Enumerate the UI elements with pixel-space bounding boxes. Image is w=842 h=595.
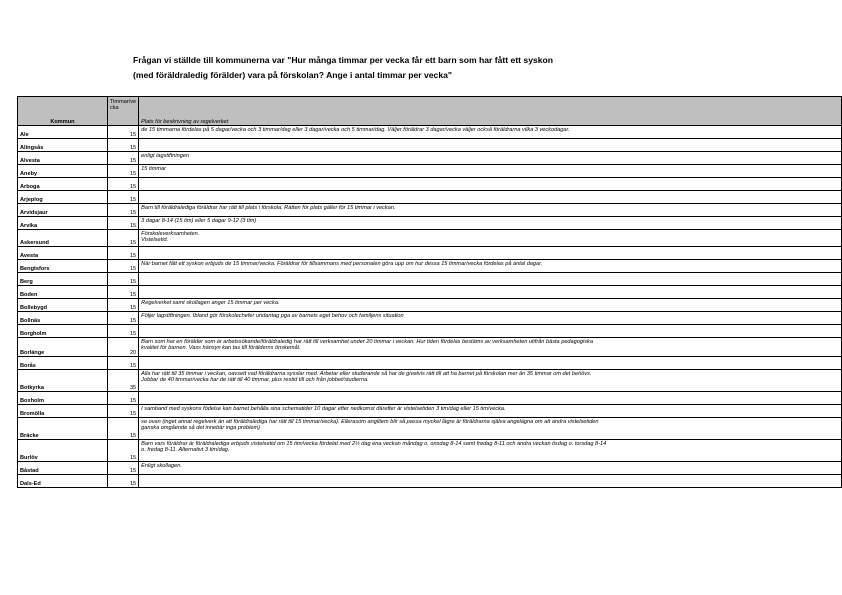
timmar-cell: 15 [107, 126, 138, 139]
survey-table-container [17, 96, 842, 488]
timmar-cell: 15 [107, 152, 138, 165]
table-row [18, 475, 842, 488]
timmar-cell: 15 [107, 299, 138, 312]
description-line: När barnet fått ett syskon erbjuds de 15 timmar/vecka. Föräldrar för tillsammans med personalen göra upp om hur dessa 15 timmar/vecka fördelas på antal dagar. [141, 261, 543, 267]
table-row [18, 338, 842, 357]
kommun-cell: Alvesta [18, 152, 108, 165]
description-cell [139, 338, 842, 357]
timmar-cell: 15 [107, 165, 138, 178]
table-row [18, 462, 842, 475]
table-row [18, 370, 842, 392]
timmar-cell: 15 [107, 325, 138, 338]
kommun-cell: Bengtsfors [18, 260, 108, 273]
kommun-cell: Bräcke [18, 418, 108, 440]
table-row [18, 325, 842, 338]
table-row [18, 357, 842, 370]
timmar-cell: 15 [107, 178, 138, 191]
table-row [18, 191, 842, 204]
timmar-cell: 15 [107, 312, 138, 325]
description-cell [139, 440, 842, 462]
description-line: kvalitet för barnen. Vass hänsyn kan tas till förälderns önskemål. [141, 345, 301, 352]
table-row [18, 230, 842, 247]
description-line: ganska omgående så det innebär inga problem) [141, 425, 260, 432]
description-line: Alla har rätt till 35 timmar i veckan, oavsett vad föräldrarna sysslar med. Arbetar eller studerande så har de givetvis rätt till att ha barnet på förskolan mer än 35 timmar om det behövs. [141, 371, 592, 377]
table-row [18, 440, 842, 462]
description-cell [139, 247, 842, 260]
description-cell [139, 217, 842, 230]
timmar-cell: 15 [107, 260, 138, 273]
header-timmar-line-2: cka [109, 105, 119, 112]
timmar-cell: 15 [107, 247, 138, 260]
table-row [18, 418, 842, 440]
table-row [18, 312, 842, 325]
table-row [18, 247, 842, 260]
table-row [18, 126, 842, 139]
description-cell [139, 178, 842, 191]
description-line: Vistelsetid. [141, 237, 169, 244]
timmar-cell: 15 [107, 418, 138, 440]
kommun-cell: Boxholm [18, 392, 108, 405]
table-row [18, 405, 842, 418]
timmar-cell: 15 [107, 286, 138, 299]
question-title-line-2: (med föräldraledig förälder) vara på förskolan? Ange i antal timmar per vecka" [133, 70, 452, 80]
kommun-cell: Askersund [18, 230, 108, 247]
kommun-cell: Berg [18, 273, 108, 286]
timmar-cell: 15 [107, 273, 138, 286]
timmar-cell: 15 [107, 405, 138, 418]
description-cell [139, 191, 842, 204]
kommun-cell: Dals-Ed [18, 475, 108, 488]
header-timmar-line-1: Timmar/ve [109, 99, 137, 105]
timmar-cell: 15 [107, 475, 138, 488]
table-row [18, 165, 842, 178]
description-line: I samband med syskons födelse kan barnet behålla sina schematider 10 dagar efter nedkomst därefter är vistelsetiden 3 tim/dag eller 15 tim/vecka. [141, 406, 506, 412]
description-cell [139, 325, 842, 338]
description-cell [139, 299, 842, 312]
kommun-cell: Burlöv [18, 440, 108, 462]
description-line: 15 timmar [141, 166, 167, 172]
timmar-cell: 15 [107, 217, 138, 230]
timmar-cell: 15 [107, 139, 138, 152]
header-plats: Plats för beskrivning av regelverket [139, 97, 842, 126]
timmar-cell: 15 [107, 462, 138, 475]
description-cell [139, 204, 842, 217]
description-cell [139, 370, 842, 392]
table-row [18, 204, 842, 217]
kommun-cell: Båstad [18, 462, 108, 475]
timmar-cell: 15 [107, 230, 138, 247]
kommun-cell: Borgholm [18, 325, 108, 338]
kommun-cell: Arjeplog [18, 191, 108, 204]
timmar-cell: 15 [107, 357, 138, 370]
table-row [18, 273, 842, 286]
timmar-cell: 35 [107, 370, 138, 392]
description-cell [139, 165, 842, 178]
table-row [18, 392, 842, 405]
table-row [18, 217, 842, 230]
kommun-cell: Avesta [18, 247, 108, 260]
timmar-cell: 15 [107, 204, 138, 217]
description-line: 3 dagar 8-14 (15 tim) eller 5 dagar 9-12 (3 tim) [141, 218, 257, 224]
description-cell [139, 273, 842, 286]
timmar-cell: 15 [107, 392, 138, 405]
description-line: enligt lagstiftningen [141, 153, 190, 159]
description-cell [139, 462, 842, 475]
question-title-line-1: Frågan vi ställde till kommunerna var "Hur många timmar per vecka får ett barn som har fått ett syskon [133, 55, 554, 65]
description-cell [139, 260, 842, 273]
kommun-cell: Boden [18, 286, 108, 299]
description-cell [139, 405, 842, 418]
header-kommun: Kommun [18, 97, 108, 126]
table-row [18, 152, 842, 165]
kommun-cell: Botkyrka [18, 370, 108, 392]
description-line: Förskoleverksamheten. [141, 231, 200, 237]
description-cell [139, 475, 842, 488]
description-line: Barn vars föräldrar är föräldralediga erbjuds vistelsetid om 15 tim/vecka fördelat med 2½ dag ena veckan måndag o. onsdag 8-14 samt fredag 8-11 och andra veckan tisdag o. torsdag 8-14 [141, 441, 607, 447]
description-line: Följer lagstiftningen. Ibland gör förskolechefer undantag pga av barnets eget behov och familjens situation [141, 313, 404, 319]
kommun-cell: Ale [18, 126, 108, 139]
table-header-row [18, 97, 842, 126]
description-cell [139, 152, 842, 165]
header-timmar [107, 97, 138, 126]
kommun-cell: Arboga [18, 178, 108, 191]
table-row [18, 139, 842, 152]
table-row [18, 299, 842, 312]
kommun-cell: Arvidsjaur [18, 204, 108, 217]
kommun-cell: Bromölla [18, 405, 108, 418]
description-cell [139, 418, 842, 440]
description-line: se ovan (inget annat regelverk än att föräldralediga har rätt till 15 timmar/vecka). Ellerasom angiltem blir så passa myckel lägre är föräldrarna själva angelägna om att andra vistelsetiden [141, 419, 599, 425]
description-cell [139, 392, 842, 405]
description-line: de 15 timmarna fördelas på 5 dagar/vecka och 3 timmar/dag eller 3 dagar/vecka och 5 timmar/dag. Väljer föräldrar 3 dagar/vecka väljer också föräldrarna vilka 3 veckodagar. [141, 127, 570, 133]
description-cell [139, 312, 842, 325]
timmar-cell: 15 [107, 191, 138, 204]
table-row [18, 286, 842, 299]
kommun-cell: Aneby [18, 165, 108, 178]
description-line: Barn till föräldralediga föräldrar har rätt till plats i förskola. Rätten för plats gäller för 15 timmar i veckan. [141, 205, 396, 211]
table-row [18, 178, 842, 191]
kommun-cell: Bollnäs [18, 312, 108, 325]
table-body [18, 126, 842, 488]
description-cell [139, 230, 842, 247]
kommun-cell: Alingsås [18, 139, 108, 152]
kommun-cell: Borås [18, 357, 108, 370]
description-cell [139, 357, 842, 370]
description-line: Enligt skollagen. [141, 463, 182, 469]
kommun-cell: Bollebygd [18, 299, 108, 312]
description-cell [139, 286, 842, 299]
kommun-cell: Arvika [18, 217, 108, 230]
description-line: Jobbar de 40 timmar/vecka har de rätt till 40 timmar, plus restid till och från jobbet/studierna. [141, 377, 369, 384]
description-line: o. fredag 8-11. Alternativt 3 tim/dag. [141, 447, 230, 454]
survey-table [17, 96, 842, 488]
kommun-cell: Borlänge [18, 338, 108, 357]
timmar-cell: 15 [107, 440, 138, 462]
description-cell [139, 139, 842, 152]
table-row [18, 260, 842, 273]
description-line: Barn som har en förälder som är arbetssökande/föräldraledig har rätt till verksamhet under 20 timmar i veckan. Hur tiden fördelas bestäms av verksamheten utifrån bästa pedagogiska [141, 339, 593, 345]
timmar-cell: 20 [107, 338, 138, 357]
description-cell [139, 126, 842, 139]
description-line: Regelverket samt skollagen anger 15 timmar per vecka. [141, 300, 280, 306]
